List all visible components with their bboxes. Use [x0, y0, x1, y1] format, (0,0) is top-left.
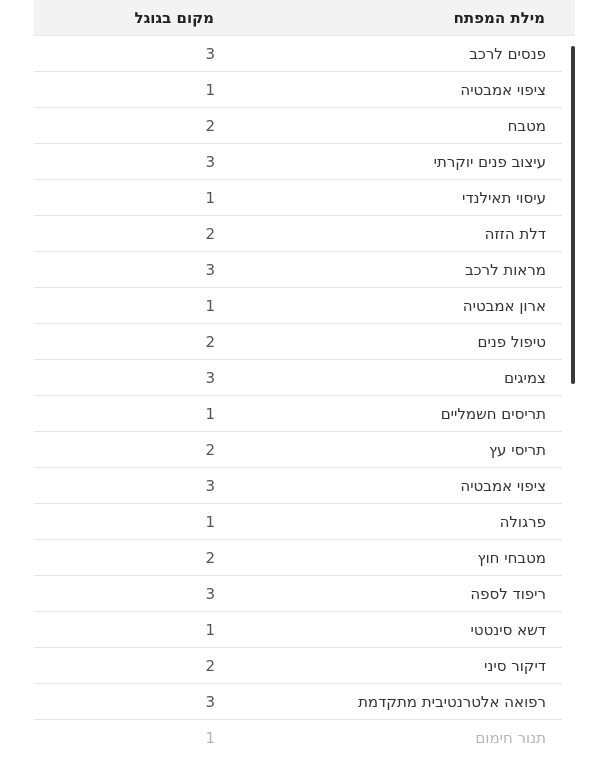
row-keyword: עיצוב פנים יוקרתי	[433, 152, 546, 171]
table-row	[34, 540, 562, 576]
table-header	[34, 0, 575, 36]
row-rank: 3	[205, 368, 215, 387]
row-rank: 2	[205, 548, 215, 567]
row-keyword: תנור חימום	[475, 728, 546, 746]
table-row	[34, 324, 562, 360]
row-rank: 3	[205, 152, 215, 171]
row-keyword: ארון אמבטיה	[462, 296, 546, 315]
table-row	[34, 612, 562, 648]
row-keyword: דיקור סיני	[484, 656, 546, 675]
table-row	[34, 360, 562, 396]
keyword-ranking-table	[34, 0, 575, 766]
table-row	[34, 504, 562, 540]
table-row	[34, 576, 562, 612]
row-keyword: מטבחי חוץ	[477, 548, 546, 567]
table-row	[34, 684, 562, 720]
header-keyword: מילת המפתח	[453, 8, 545, 27]
table-row	[34, 720, 562, 746]
row-rank: 1	[205, 188, 215, 207]
row-keyword: תריסים חשמליים	[440, 404, 546, 423]
row-keyword: רפואה אלטרנטיבית מתקדמת	[358, 692, 546, 711]
row-keyword: ציפוי אמבטיה	[460, 476, 546, 495]
row-keyword: פרגולה	[499, 512, 546, 531]
row-rank: 1	[205, 404, 215, 423]
row-rank: 2	[205, 224, 215, 243]
vertical-scrollbar-thumb[interactable]	[571, 46, 575, 384]
table-row	[34, 468, 562, 504]
row-keyword: מטבח	[507, 116, 546, 135]
row-keyword: דלת הזזה	[484, 224, 546, 243]
row-rank: 3	[205, 44, 215, 63]
table-row	[34, 288, 562, 324]
row-rank: 1	[205, 620, 215, 639]
table-row	[34, 108, 562, 144]
row-rank: 3	[205, 260, 215, 279]
table-scroll-area[interactable]	[34, 36, 575, 746]
row-rank: 2	[205, 656, 215, 675]
row-keyword: עיסוי תאילנדי	[461, 188, 546, 207]
table-row	[34, 396, 562, 432]
table-row	[34, 648, 562, 684]
row-keyword: ריפוד לספה	[470, 584, 546, 603]
bottom-fade	[34, 746, 575, 766]
table-row	[34, 36, 562, 72]
row-rank: 3	[205, 692, 215, 711]
header-rank: מקום בגוגל	[134, 8, 214, 27]
table-body	[34, 36, 562, 746]
row-keyword: פנסים לרכב	[469, 44, 546, 63]
row-rank: 2	[205, 116, 215, 135]
row-keyword: תריסי עץ	[488, 440, 546, 459]
row-rank: 1	[205, 296, 215, 315]
table-row	[34, 432, 562, 468]
table-row	[34, 252, 562, 288]
row-rank: 2	[205, 332, 215, 351]
row-rank: 2	[205, 440, 215, 459]
row-keyword: טיפול פנים	[477, 332, 546, 351]
row-keyword: מראות לרכב	[465, 260, 546, 279]
row-keyword: דשא סינטטי	[470, 620, 546, 639]
table-row	[34, 216, 562, 252]
table-row	[34, 180, 562, 216]
table-row	[34, 144, 562, 180]
row-keyword: ציפוי אמבטיה	[460, 80, 546, 99]
row-rank: 1	[205, 80, 215, 99]
row-rank: 1	[205, 512, 215, 531]
table-row	[34, 72, 562, 108]
row-rank: 3	[205, 584, 215, 603]
row-rank: 3	[205, 476, 215, 495]
row-rank: 1	[205, 728, 215, 746]
row-keyword: צמיגים	[504, 368, 546, 387]
